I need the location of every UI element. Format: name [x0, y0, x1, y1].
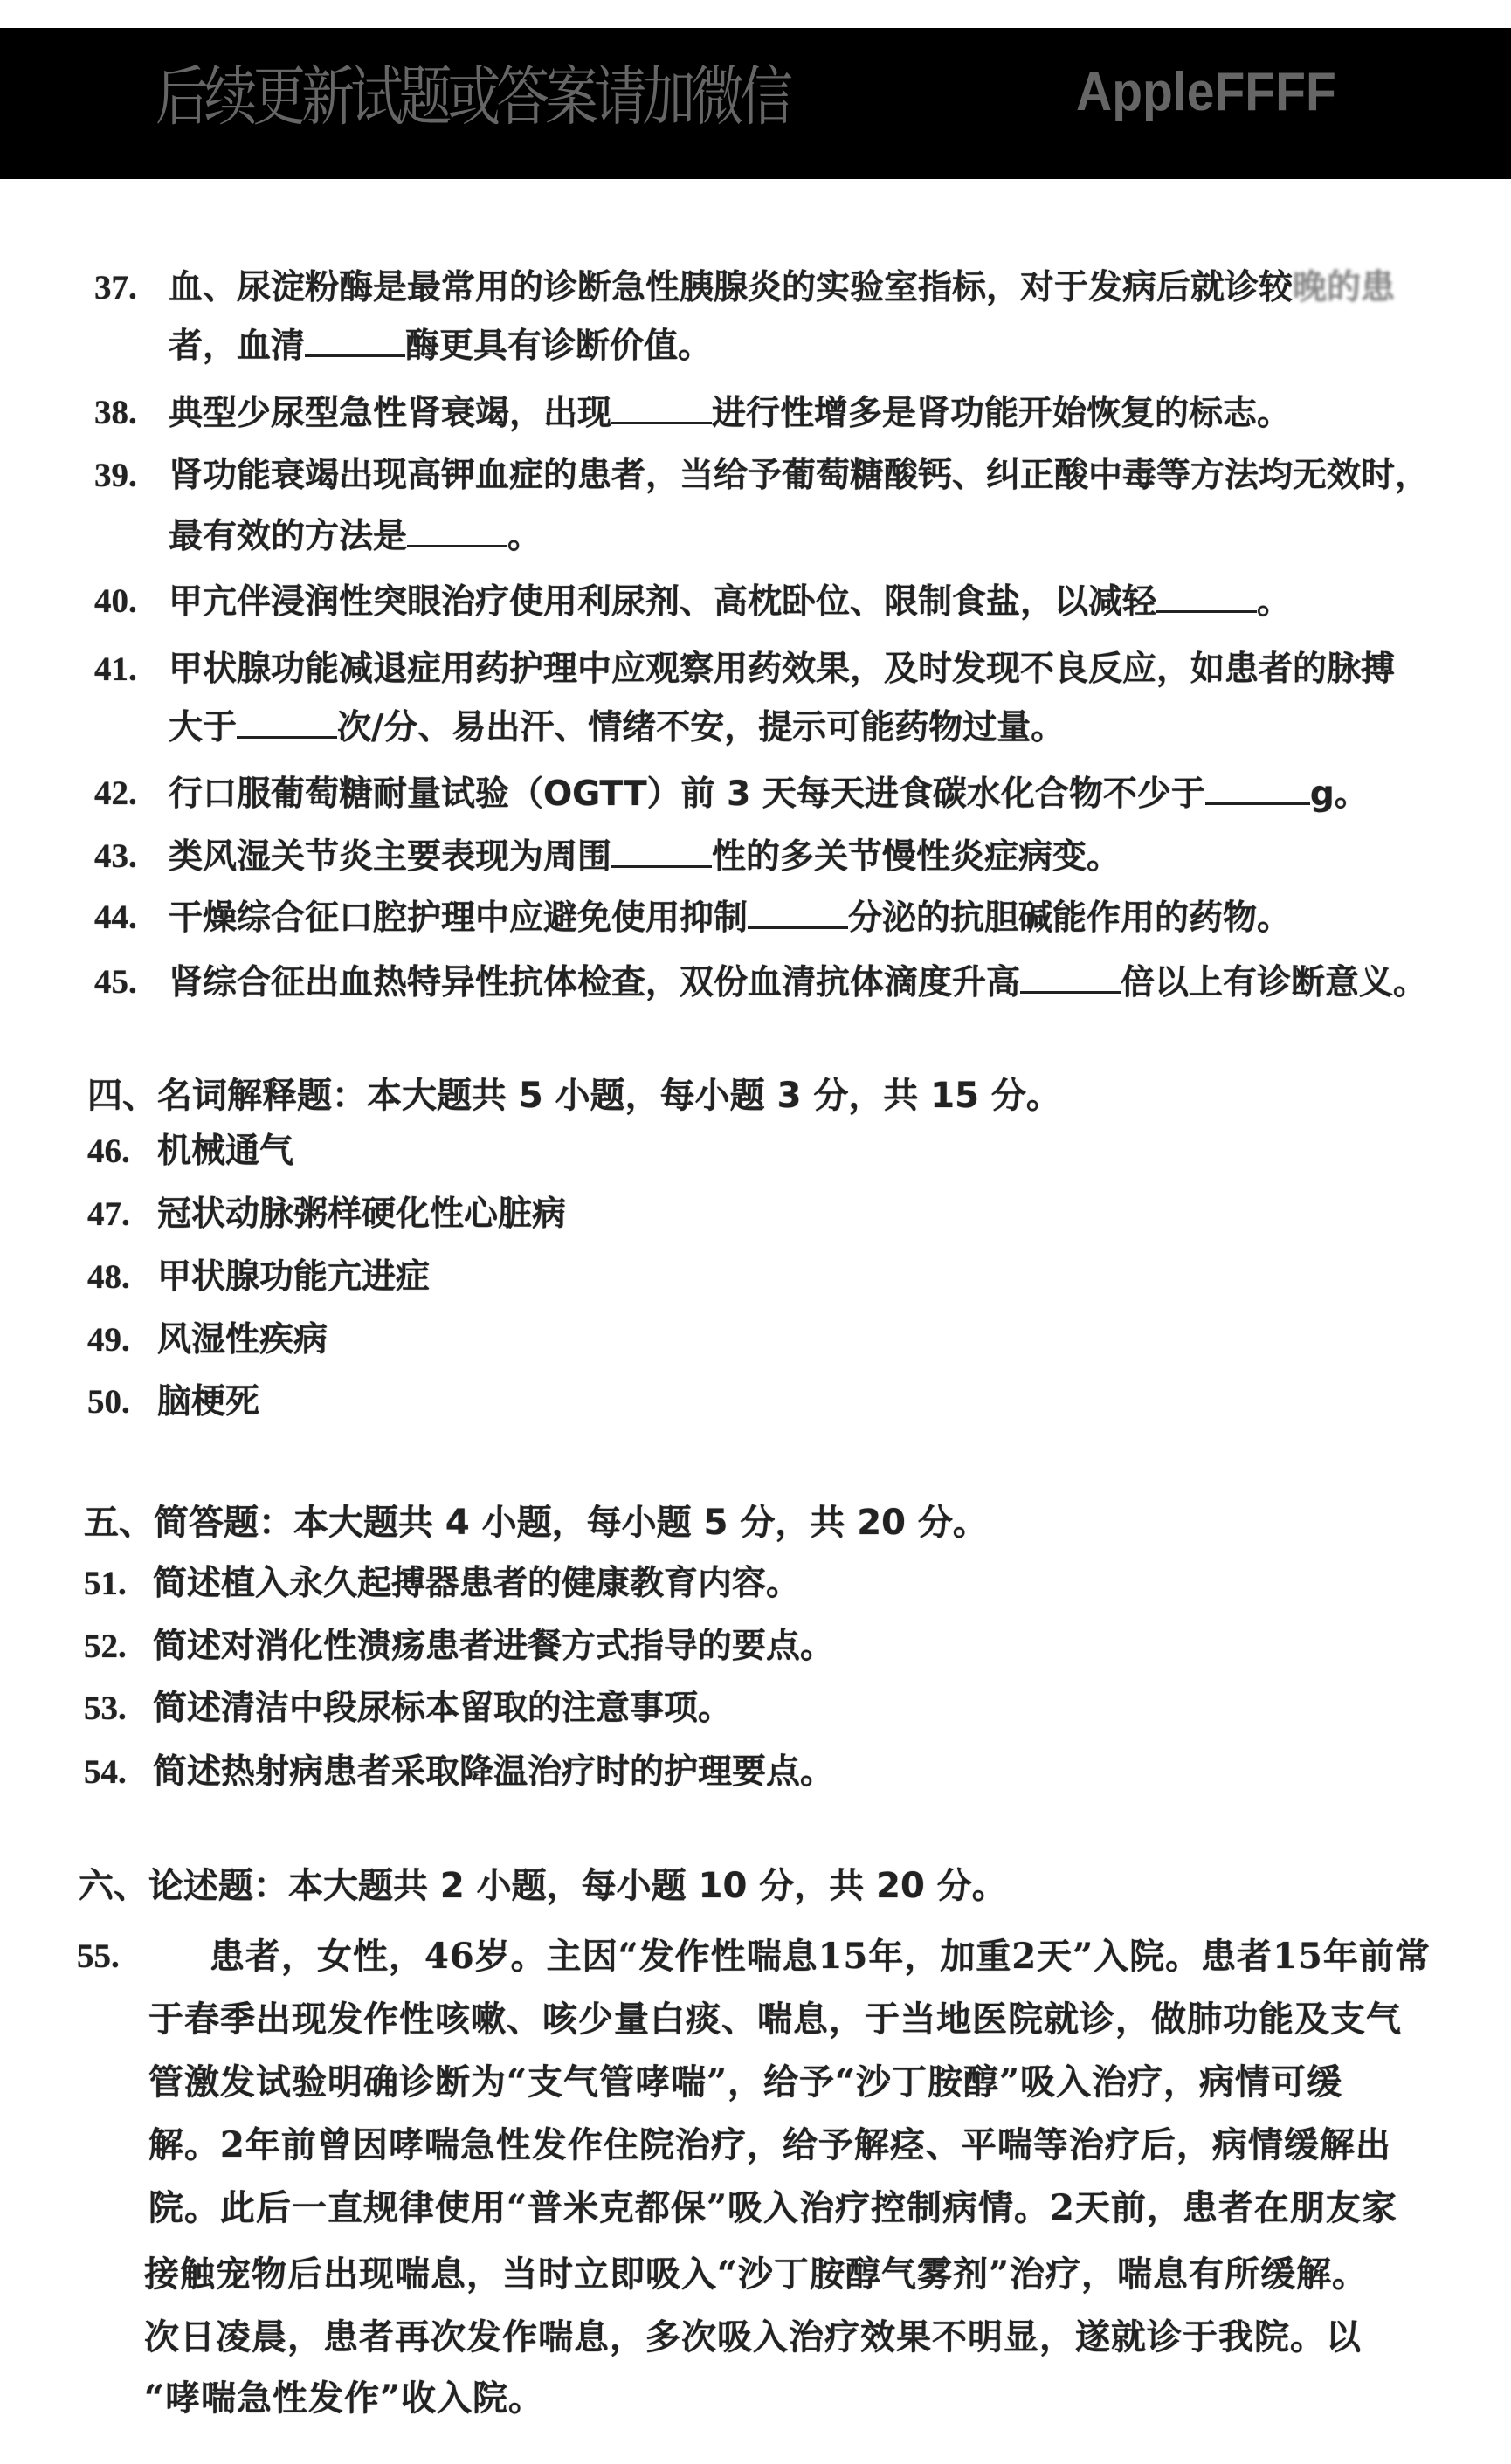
case-line-1: 患者，女性，46岁。主因“发作性喘息15年，加重2天”入院。患者15年前常 — [210, 1936, 1431, 1977]
smudged-text: 晚的患 — [1293, 268, 1396, 307]
case-line-2: 于春季出现发作性咳嗽、咳少量白痰、喘息，于当地医院就诊，做肺功能及支气 — [148, 1999, 1402, 2040]
question-46: 机械通气 — [157, 1132, 294, 1171]
question-number: 38. — [94, 394, 137, 431]
case-line-3: 管激发试验明确诊断为“支气管哮喘”，给予“沙丁胺醇”吸入治疗，病情可缓 — [148, 2061, 1343, 2103]
section-heading: 五、简答题：本大题共 4 小题，每小题 5 分，共 20 分。 — [84, 1503, 988, 1543]
question-text: 肾功能衰竭出现高钾血症的患者，当给予葡萄糖酸钙、纠正酸中毒等方法均无效时， — [169, 456, 1430, 495]
question-number: 42. — [94, 774, 137, 812]
question-text: g。 — [1309, 774, 1369, 814]
case-line-7: 次日凌晨，患者再次发作喘息，多次吸入治疗效果不明显，遂就诊于我院。以 — [144, 2316, 1362, 2357]
question-text: 行口服葡萄糖耐量试验（OGTT）前 3 天每天进食碳水化合物不少于 — [169, 774, 1205, 814]
question-51: 简述植入永久起搏器患者的健康教育内容。 — [153, 1564, 801, 1603]
question-text: 干燥综合征口腔护理中应避免使用抑制 — [169, 898, 749, 938]
question-40 — [169, 581, 1291, 623]
question-number: 50. — [87, 1383, 130, 1421]
question-number: 37. — [94, 269, 137, 306]
question-number: 40. — [94, 582, 137, 620]
question-number: 52. — [84, 1628, 127, 1665]
question-number: 53. — [84, 1690, 127, 1727]
question-number: 46. — [87, 1132, 130, 1170]
question-text: 酶更具有诊断价值。 — [405, 327, 713, 366]
question-50: 脑梗死 — [157, 1382, 260, 1421]
question-number: 44. — [94, 898, 137, 936]
question-37-line-2 — [169, 325, 712, 368]
answer-blank — [748, 897, 848, 929]
answer-blank — [611, 392, 712, 424]
answer-blank — [1205, 773, 1310, 805]
question-text: 最有效的方法是 — [169, 517, 408, 556]
question-52: 简述对消化性溃疡患者进餐方式指导的要点。 — [153, 1627, 835, 1666]
question-text: 甲亢伴浸润性突眼治疗使用利尿剂、高枕卧位、限制食盐，以减轻 — [169, 582, 1157, 622]
question-number: 45. — [94, 963, 137, 1001]
question-text: 次/分、易出汗、情绪不安，提示可能药物过量。 — [337, 708, 1066, 747]
question-38 — [169, 392, 1291, 435]
answer-blank — [305, 325, 405, 357]
question-number: 41. — [94, 650, 137, 688]
question-number: 49. — [87, 1321, 130, 1359]
question-39-line-1 — [169, 455, 1429, 497]
question-text: 者，血清 — [169, 327, 306, 366]
question-49: 风湿性疾病 — [157, 1320, 328, 1359]
question-text: 甲状腺功能减退症用药护理中应观察用药效果，及时发现不良反应，如患者的脉搏 — [169, 650, 1396, 689]
question-text: 性的多关节慢性炎症病变。 — [712, 837, 1121, 877]
case-line-5: 院。此后一直规律使用“普米克都保”吸入治疗控制病情。2天前，患者在朋友家 — [148, 2187, 1397, 2228]
question-54: 简述热射病患者采取降温治疗时的护理要点。 — [153, 1752, 835, 1792]
banner-text-cn: 后续更新试题或答案请加微信 — [155, 59, 789, 134]
question-42 — [169, 773, 1369, 816]
watermark-banner — [0, 28, 1511, 179]
question-number: 51. — [84, 1565, 127, 1602]
question-43 — [169, 836, 1121, 878]
question-44 — [169, 897, 1291, 939]
banner-text-en: AppleFFFF — [1076, 62, 1336, 122]
answer-blank — [407, 515, 507, 547]
answer-blank — [1156, 581, 1257, 613]
question-text: 大于 — [169, 708, 238, 747]
answer-blank — [1020, 961, 1121, 994]
question-47: 冠状动脉粥样硬化性心脏病 — [157, 1194, 567, 1234]
question-number: 54. — [84, 1753, 127, 1791]
question-number: 55. — [77, 1937, 120, 1975]
question-48: 甲状腺功能亢进症 — [157, 1257, 431, 1297]
section-heading: 六、论述题：本大题共 2 小题，每小题 10 分，共 20 分。 — [79, 1866, 1007, 1906]
question-text: 典型少尿型急性肾衰竭，出现 — [169, 394, 612, 433]
question-number: 39. — [94, 457, 137, 494]
question-text: 血、尿淀粉酶是最常用的诊断急性胰腺炎的实验室指标，对于发病后就诊较 — [169, 268, 1294, 307]
question-39-line-2 — [169, 515, 542, 558]
question-41-line-1 — [169, 649, 1395, 691]
case-line-8: “哮喘急性发作”收入院。 — [144, 2378, 545, 2419]
question-53: 简述清洁中段尿标本留取的注意事项。 — [153, 1689, 733, 1728]
question-text: 肾综合征出血热特异性抗体检查，双份血清抗体滴度升高 — [169, 963, 1021, 1002]
section-heading: 四、名词解释题：本大题共 5 小题，每小题 3 分，共 15 分。 — [87, 1076, 1061, 1116]
answer-blank — [237, 706, 337, 739]
answer-blank — [611, 836, 712, 868]
question-number: 48. — [87, 1258, 130, 1296]
case-line-6: 接触宠物后出现喘息，当时立即吸入“沙丁胺醇气雾剂”治疗，喘息有所缓解。 — [144, 2254, 1369, 2295]
question-37-line-1 — [169, 267, 1395, 309]
question-text: 倍以上有诊断意义。 — [1121, 963, 1428, 1002]
question-text: 类风湿关节炎主要表现为周围 — [169, 837, 612, 877]
question-text: 分泌的抗胆碱能作用的药物。 — [848, 898, 1292, 938]
question-text: 。 — [507, 517, 542, 556]
question-number: 47. — [87, 1195, 130, 1233]
question-41-line-2 — [169, 706, 1065, 749]
question-number: 43. — [94, 837, 137, 875]
question-45 — [169, 961, 1427, 1004]
question-text: 。 — [1257, 582, 1292, 622]
question-text: 进行性增多是肾功能开始恢复的标志。 — [712, 394, 1292, 433]
case-line-4: 解。2年前曾因哮喘急性发作住院治疗，给予解痉、平喘等治疗后，病情缓解出 — [148, 2124, 1391, 2165]
